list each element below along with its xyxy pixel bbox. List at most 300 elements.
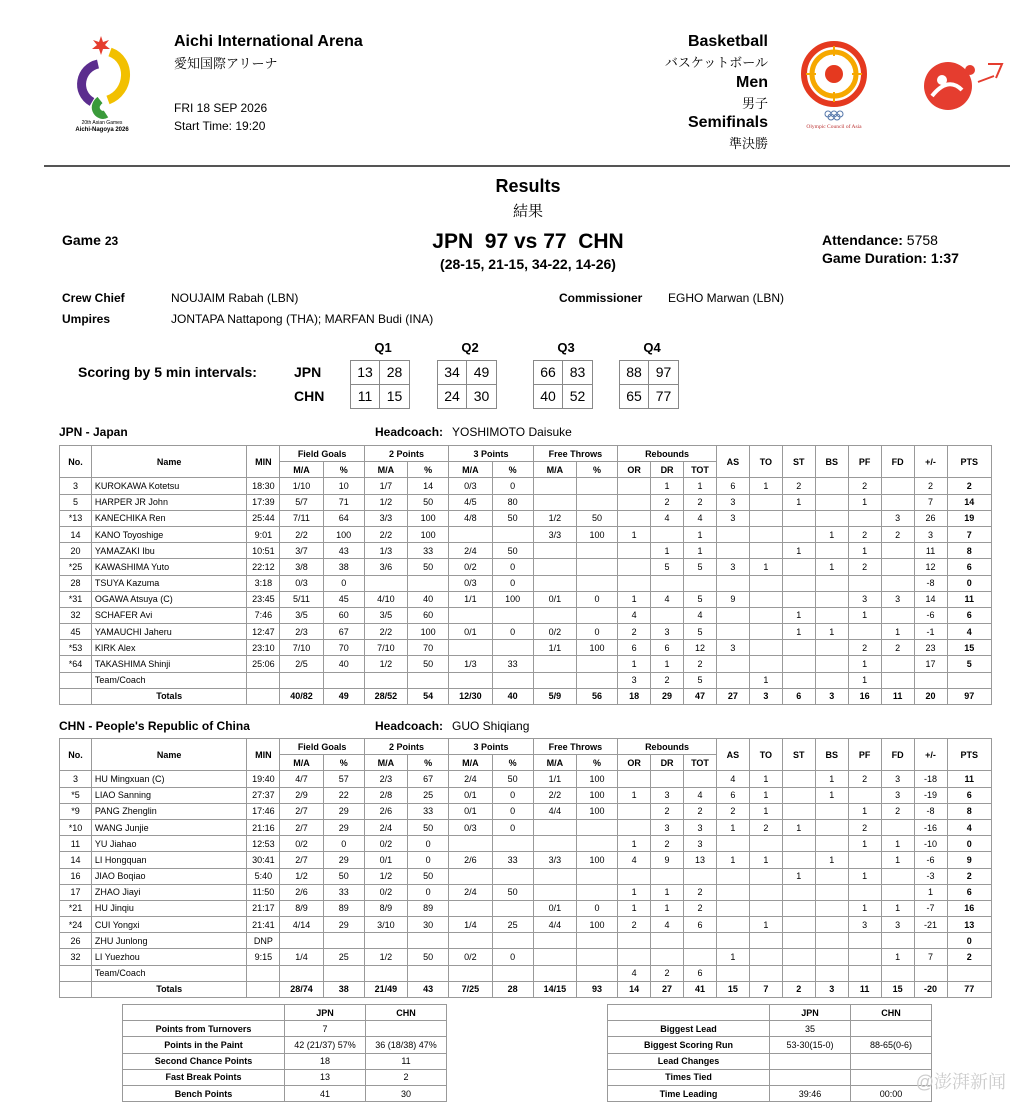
table-cell: *25 xyxy=(60,559,92,575)
table-row xyxy=(60,559,992,575)
team-heading-chn: CHN - People's Republic of China xyxy=(59,719,250,733)
table-cell xyxy=(815,640,848,656)
summary-value: 7 xyxy=(285,1021,366,1037)
table-cell xyxy=(782,933,815,949)
table-cell: 1 xyxy=(881,624,914,640)
table-cell xyxy=(533,607,576,623)
table-cell: 2 xyxy=(782,981,815,997)
table-cell: *5 xyxy=(60,787,92,803)
table-cell: 1 xyxy=(749,787,782,803)
table-cell: 50 xyxy=(408,949,449,965)
table-cell: 17:39 xyxy=(247,494,280,510)
summary-header-cell: JPN xyxy=(770,1005,851,1021)
table-cell: CUI Yongxi xyxy=(91,917,246,933)
table-cell xyxy=(815,819,848,835)
table-cell: 6 xyxy=(716,478,749,494)
table-row xyxy=(60,949,992,965)
table-cell: 10:51 xyxy=(247,543,280,559)
table-cell: 1 xyxy=(651,900,684,916)
table-cell xyxy=(492,868,533,884)
table-cell: -6 xyxy=(914,852,947,868)
table-cell: 1 xyxy=(848,656,881,672)
table-cell: 7 xyxy=(914,494,947,510)
table-cell: 2 xyxy=(618,917,651,933)
table-cell: 5/11 xyxy=(280,591,323,607)
table-cell: 20 xyxy=(60,543,92,559)
table-cell: OGAWA Atsuya (C) xyxy=(91,591,246,607)
table-cell: 2 xyxy=(848,478,881,494)
table-cell: 5 xyxy=(684,591,717,607)
table-cell: 3 xyxy=(848,917,881,933)
table-cell: 1 xyxy=(848,672,881,688)
table-cell xyxy=(815,543,848,559)
table-cell: 16 xyxy=(947,900,991,916)
table-cell: 3/8 xyxy=(280,559,323,575)
table-cell: 15 xyxy=(881,981,914,997)
table-cell xyxy=(716,884,749,900)
table-cell: 5/7 xyxy=(280,494,323,510)
table-cell xyxy=(60,688,92,704)
table-cell xyxy=(533,965,576,981)
table-row xyxy=(60,543,992,559)
col-header-pm: +/- xyxy=(914,739,947,771)
table-cell: 1 xyxy=(881,852,914,868)
table-cell: 6 xyxy=(684,917,717,933)
table-cell xyxy=(815,494,848,510)
table-cell: 32 xyxy=(60,607,92,623)
table-cell: -7 xyxy=(914,900,947,916)
table-cell: 1 xyxy=(848,868,881,884)
table-cell xyxy=(576,836,617,852)
table-cell: 3 xyxy=(881,510,914,526)
table-cell xyxy=(408,672,449,688)
table-cell: *24 xyxy=(60,917,92,933)
coach-value-jpn: YOSHIMOTO Daisuke xyxy=(452,425,572,439)
table-cell: 3/6 xyxy=(364,559,407,575)
summary-header-cell: CHN xyxy=(851,1005,932,1021)
col-header-field-goals: Field Goals xyxy=(280,446,364,462)
table-cell: 2 xyxy=(684,803,717,819)
table-cell: *13 xyxy=(60,510,92,526)
table-cell: 30 xyxy=(408,917,449,933)
table-cell xyxy=(533,868,576,884)
table-cell: 8/9 xyxy=(364,900,407,916)
table-cell: 4 xyxy=(684,510,717,526)
table-cell: 3 xyxy=(60,478,92,494)
table-cell xyxy=(881,656,914,672)
table-cell xyxy=(533,656,576,672)
table-cell xyxy=(651,607,684,623)
table-cell xyxy=(782,917,815,933)
table-cell xyxy=(947,672,991,688)
table-cell xyxy=(247,672,280,688)
table-cell: 38 xyxy=(323,981,364,997)
table-cell xyxy=(782,852,815,868)
col-subheader-dr: DR xyxy=(651,755,684,771)
table-cell xyxy=(449,965,492,981)
table-cell: 14/15 xyxy=(533,981,576,997)
table-cell: YU Jiahao xyxy=(91,836,246,852)
table-cell xyxy=(815,672,848,688)
table-cell xyxy=(492,526,533,542)
table-cell: 57 xyxy=(323,771,364,787)
table-cell: 8 xyxy=(947,543,991,559)
table-cell: 1/2 xyxy=(364,868,407,884)
table-cell: 0/2 xyxy=(533,624,576,640)
summary-row xyxy=(123,1069,447,1085)
table-cell: *21 xyxy=(60,900,92,916)
summary-value: 35 xyxy=(770,1021,851,1037)
table-cell: HU Jinqiu xyxy=(91,900,246,916)
table-cell: Totals xyxy=(91,688,246,704)
table-cell xyxy=(749,591,782,607)
table-cell: 2 xyxy=(684,884,717,900)
summary-value xyxy=(851,1021,932,1037)
table-cell: 6 xyxy=(618,640,651,656)
table-cell xyxy=(749,543,782,559)
table-row xyxy=(60,494,992,510)
summary-value xyxy=(770,1053,851,1069)
table-cell: 2/6 xyxy=(449,852,492,868)
table-cell: 1/3 xyxy=(364,543,407,559)
table-cell: 2/9 xyxy=(280,787,323,803)
table-cell: 100 xyxy=(576,852,617,868)
table-cell xyxy=(533,543,576,559)
stats-table-chn xyxy=(59,738,992,998)
game-duration: Game Duration: 1:37 xyxy=(822,250,959,266)
table-cell xyxy=(60,965,92,981)
table-cell: 4/7 xyxy=(280,771,323,787)
table-cell xyxy=(749,965,782,981)
table-cell: YAMAZAKI Ibu xyxy=(91,543,246,559)
col-subheader-tot: TOT xyxy=(684,462,717,478)
table-cell: 12:47 xyxy=(247,624,280,640)
table-cell: 40 xyxy=(408,591,449,607)
table-cell: 20 xyxy=(914,688,947,704)
table-cell: 15 xyxy=(716,981,749,997)
table-cell: 0 xyxy=(492,949,533,965)
table-cell: 67 xyxy=(323,624,364,640)
crew-chief-value: NOUJAIM Rabah (LBN) xyxy=(171,291,299,305)
table-row xyxy=(60,900,992,916)
table-cell: 0/3 xyxy=(449,819,492,835)
table-cell: 5 xyxy=(684,559,717,575)
table-row xyxy=(60,803,992,819)
table-cell xyxy=(749,836,782,852)
table-cell: 100 xyxy=(492,591,533,607)
table-cell xyxy=(533,949,576,965)
table-cell: 60 xyxy=(323,607,364,623)
table-row xyxy=(60,656,992,672)
table-cell: 100 xyxy=(576,803,617,819)
oca-logo xyxy=(794,38,876,134)
table-cell xyxy=(782,900,815,916)
table-cell: 3/10 xyxy=(364,917,407,933)
table-cell: 100 xyxy=(408,624,449,640)
table-cell: 1 xyxy=(881,949,914,965)
table-cell: 3 xyxy=(815,981,848,997)
table-cell: 2/7 xyxy=(280,803,323,819)
table-cell: 0 xyxy=(323,575,364,591)
col-header-as: AS xyxy=(716,446,749,478)
table-cell xyxy=(782,672,815,688)
summary-value: 42 (21/37) 57% xyxy=(285,1037,366,1053)
table-cell xyxy=(716,965,749,981)
table-cell xyxy=(684,575,717,591)
table-cell: 2/4 xyxy=(449,543,492,559)
interval-box-jpn-q1: 13 28 xyxy=(350,360,410,385)
table-cell: 50 xyxy=(492,543,533,559)
table-cell xyxy=(533,494,576,510)
col-subheader-pct: % xyxy=(408,462,449,478)
summary-label: Times Tied xyxy=(608,1069,770,1085)
col-header-3-points: 3 Points xyxy=(449,446,533,462)
table-cell xyxy=(881,933,914,949)
table-cell: 28/74 xyxy=(280,981,323,997)
table-cell: 0 xyxy=(492,559,533,575)
table-cell xyxy=(848,787,881,803)
table-cell xyxy=(815,607,848,623)
table-cell xyxy=(881,672,914,688)
sport-label: Basketball xyxy=(687,33,768,50)
table-cell: 17 xyxy=(914,656,947,672)
table-cell: 14 xyxy=(60,852,92,868)
table-cell: 19:40 xyxy=(247,771,280,787)
table-cell: KAWASHIMA Yuto xyxy=(91,559,246,575)
table-cell: 4 xyxy=(684,787,717,803)
table-cell: 6 xyxy=(947,884,991,900)
summary-label: Points in the Paint xyxy=(123,1037,285,1053)
table-cell: 11 xyxy=(947,591,991,607)
table-cell: 50 xyxy=(492,771,533,787)
table-cell: 13 xyxy=(947,917,991,933)
table-cell: 2 xyxy=(651,494,684,510)
table-cell: 7/11 xyxy=(280,510,323,526)
col-subheader-or: OR xyxy=(618,755,651,771)
table-cell: 7 xyxy=(749,981,782,997)
summary-header-cell xyxy=(123,1005,285,1021)
table-cell xyxy=(914,672,947,688)
table-row xyxy=(60,917,992,933)
summary-table-right xyxy=(607,1004,932,1102)
table-cell xyxy=(492,900,533,916)
table-cell: *53 xyxy=(60,640,92,656)
table-cell xyxy=(492,933,533,949)
table-cell: 5/9 xyxy=(533,688,576,704)
col-subheader-ma: M/A xyxy=(364,755,407,771)
summary-header-cell: CHN xyxy=(366,1005,447,1021)
table-cell: LI Hongquan xyxy=(91,852,246,868)
table-cell: 2/2 xyxy=(364,624,407,640)
table-cell: 2 xyxy=(782,478,815,494)
table-cell: 9 xyxy=(716,591,749,607)
start-time: Start Time: 19:20 xyxy=(174,119,266,133)
table-cell xyxy=(848,965,881,981)
table-cell: 93 xyxy=(576,981,617,997)
table-cell: 89 xyxy=(408,900,449,916)
table-cell xyxy=(815,949,848,965)
table-cell: Team/Coach xyxy=(91,672,246,688)
table-cell: 4 xyxy=(651,917,684,933)
table-cell xyxy=(364,933,407,949)
table-cell xyxy=(492,640,533,656)
table-cell: 8 xyxy=(947,803,991,819)
table-cell xyxy=(651,575,684,591)
interval-team-chn: CHN xyxy=(294,388,325,404)
table-cell xyxy=(60,672,92,688)
table-cell: 1/10 xyxy=(280,478,323,494)
table-cell xyxy=(815,965,848,981)
table-cell: 1 xyxy=(848,900,881,916)
table-cell: 45 xyxy=(60,624,92,640)
coach-value-chn: GUO Shiqiang xyxy=(452,719,530,733)
table-cell: 1 xyxy=(684,526,717,542)
table-cell xyxy=(716,933,749,949)
table-cell xyxy=(684,868,717,884)
table-cell xyxy=(749,624,782,640)
table-cell: 1 xyxy=(815,852,848,868)
summary-value: 2 xyxy=(366,1069,447,1085)
table-cell: 0 xyxy=(492,624,533,640)
table-cell: 1 xyxy=(716,949,749,965)
table-cell: 28/52 xyxy=(364,688,407,704)
table-cell: 2 xyxy=(848,640,881,656)
table-cell: 0/3 xyxy=(280,575,323,591)
col-subheader-ma: M/A xyxy=(533,462,576,478)
table-cell: 2 xyxy=(914,478,947,494)
table-cell: 49 xyxy=(323,688,364,704)
table-cell: 0/1 xyxy=(364,852,407,868)
table-cell: 2 xyxy=(749,819,782,835)
table-cell: 1/1 xyxy=(533,771,576,787)
table-cell: 0 xyxy=(492,803,533,819)
table-cell: 1/7 xyxy=(364,478,407,494)
table-cell: 1 xyxy=(815,787,848,803)
team-coach-row xyxy=(60,965,992,981)
table-cell: -18 xyxy=(914,771,947,787)
table-cell: 3/5 xyxy=(280,607,323,623)
table-cell xyxy=(576,868,617,884)
table-cell: 1 xyxy=(782,543,815,559)
table-cell: -6 xyxy=(914,607,947,623)
table-cell: 26 xyxy=(914,510,947,526)
table-cell: 1 xyxy=(749,803,782,819)
table-cell: 21/49 xyxy=(364,981,407,997)
table-cell: 25 xyxy=(408,787,449,803)
table-cell xyxy=(651,526,684,542)
table-cell xyxy=(533,559,576,575)
summary-value xyxy=(770,1069,851,1085)
phase-label-jp: 準決勝 xyxy=(728,136,768,151)
table-cell: 4 xyxy=(947,819,991,835)
col-subheader-pct: % xyxy=(492,755,533,771)
summary-row xyxy=(608,1053,932,1069)
summary-label: Fast Break Points xyxy=(123,1069,285,1085)
table-cell xyxy=(651,933,684,949)
col-subheader-pct: % xyxy=(492,462,533,478)
table-cell: 70 xyxy=(323,640,364,656)
table-cell: 2 xyxy=(848,559,881,575)
col-header-3-points: 3 Points xyxy=(449,739,533,755)
table-cell: 1 xyxy=(881,836,914,852)
table-cell: *9 xyxy=(60,803,92,819)
table-cell: 100 xyxy=(576,640,617,656)
table-cell xyxy=(782,559,815,575)
col-subheader-pct: % xyxy=(323,755,364,771)
table-cell xyxy=(684,949,717,965)
table-cell: LI Yuezhou xyxy=(91,949,246,965)
table-cell: 4/4 xyxy=(533,803,576,819)
table-cell xyxy=(782,640,815,656)
table-cell: HU Mingxuan (C) xyxy=(91,771,246,787)
table-row xyxy=(60,478,992,494)
table-cell: 2/6 xyxy=(280,884,323,900)
table-cell xyxy=(815,656,848,672)
table-cell xyxy=(492,672,533,688)
table-cell: 0/3 xyxy=(449,478,492,494)
table-cell: 3 xyxy=(651,819,684,835)
table-cell: 2/6 xyxy=(364,803,407,819)
page-title: Results xyxy=(495,176,561,196)
table-cell: 1 xyxy=(684,478,717,494)
table-cell: 27 xyxy=(716,688,749,704)
summary-label: Biggest Scoring Run xyxy=(608,1037,770,1053)
table-cell: 7:46 xyxy=(247,607,280,623)
table-cell: 0/2 xyxy=(280,836,323,852)
table-cell: 3 xyxy=(684,819,717,835)
col-header-st: ST xyxy=(782,446,815,478)
col-header-rebounds: Rebounds xyxy=(618,739,717,755)
table-cell: 47 xyxy=(684,688,717,704)
table-cell: 33 xyxy=(323,884,364,900)
table-cell xyxy=(492,607,533,623)
table-cell xyxy=(815,900,848,916)
umpires-value: JONTAPA Nattapong (THA); MARFAN Budi (INA) xyxy=(171,312,434,326)
col-subheader-ma: M/A xyxy=(280,462,323,478)
table-cell: 6 xyxy=(684,965,717,981)
table-cell: *64 xyxy=(60,656,92,672)
table-cell xyxy=(815,510,848,526)
table-cell: 2/4 xyxy=(449,771,492,787)
table-cell xyxy=(449,933,492,949)
table-cell: 3 xyxy=(716,494,749,510)
col-header-name: Name xyxy=(91,739,246,771)
table-cell: 1 xyxy=(881,900,914,916)
table-cell: 50 xyxy=(492,510,533,526)
table-cell: 1 xyxy=(815,771,848,787)
table-cell: 2 xyxy=(947,478,991,494)
table-cell: 2 xyxy=(618,624,651,640)
table-cell: 2 xyxy=(947,949,991,965)
table-cell xyxy=(280,672,323,688)
table-cell: 22:12 xyxy=(247,559,280,575)
table-cell: 80 xyxy=(492,494,533,510)
table-cell: 1 xyxy=(651,884,684,900)
interval-box-chn-q2: 24 30 xyxy=(437,384,497,409)
table-cell: 3 xyxy=(716,559,749,575)
table-cell xyxy=(749,949,782,965)
table-cell: 0 xyxy=(576,624,617,640)
table-cell: 4 xyxy=(947,624,991,640)
table-cell: 1 xyxy=(651,478,684,494)
game-number: Game 23 xyxy=(62,232,119,248)
table-cell xyxy=(408,575,449,591)
table-cell xyxy=(533,884,576,900)
intervals-label: Scoring by 5 min intervals: xyxy=(78,364,257,380)
table-cell xyxy=(576,543,617,559)
table-cell: 2/2 xyxy=(364,526,407,542)
table-cell: WANG Junjie xyxy=(91,819,246,835)
